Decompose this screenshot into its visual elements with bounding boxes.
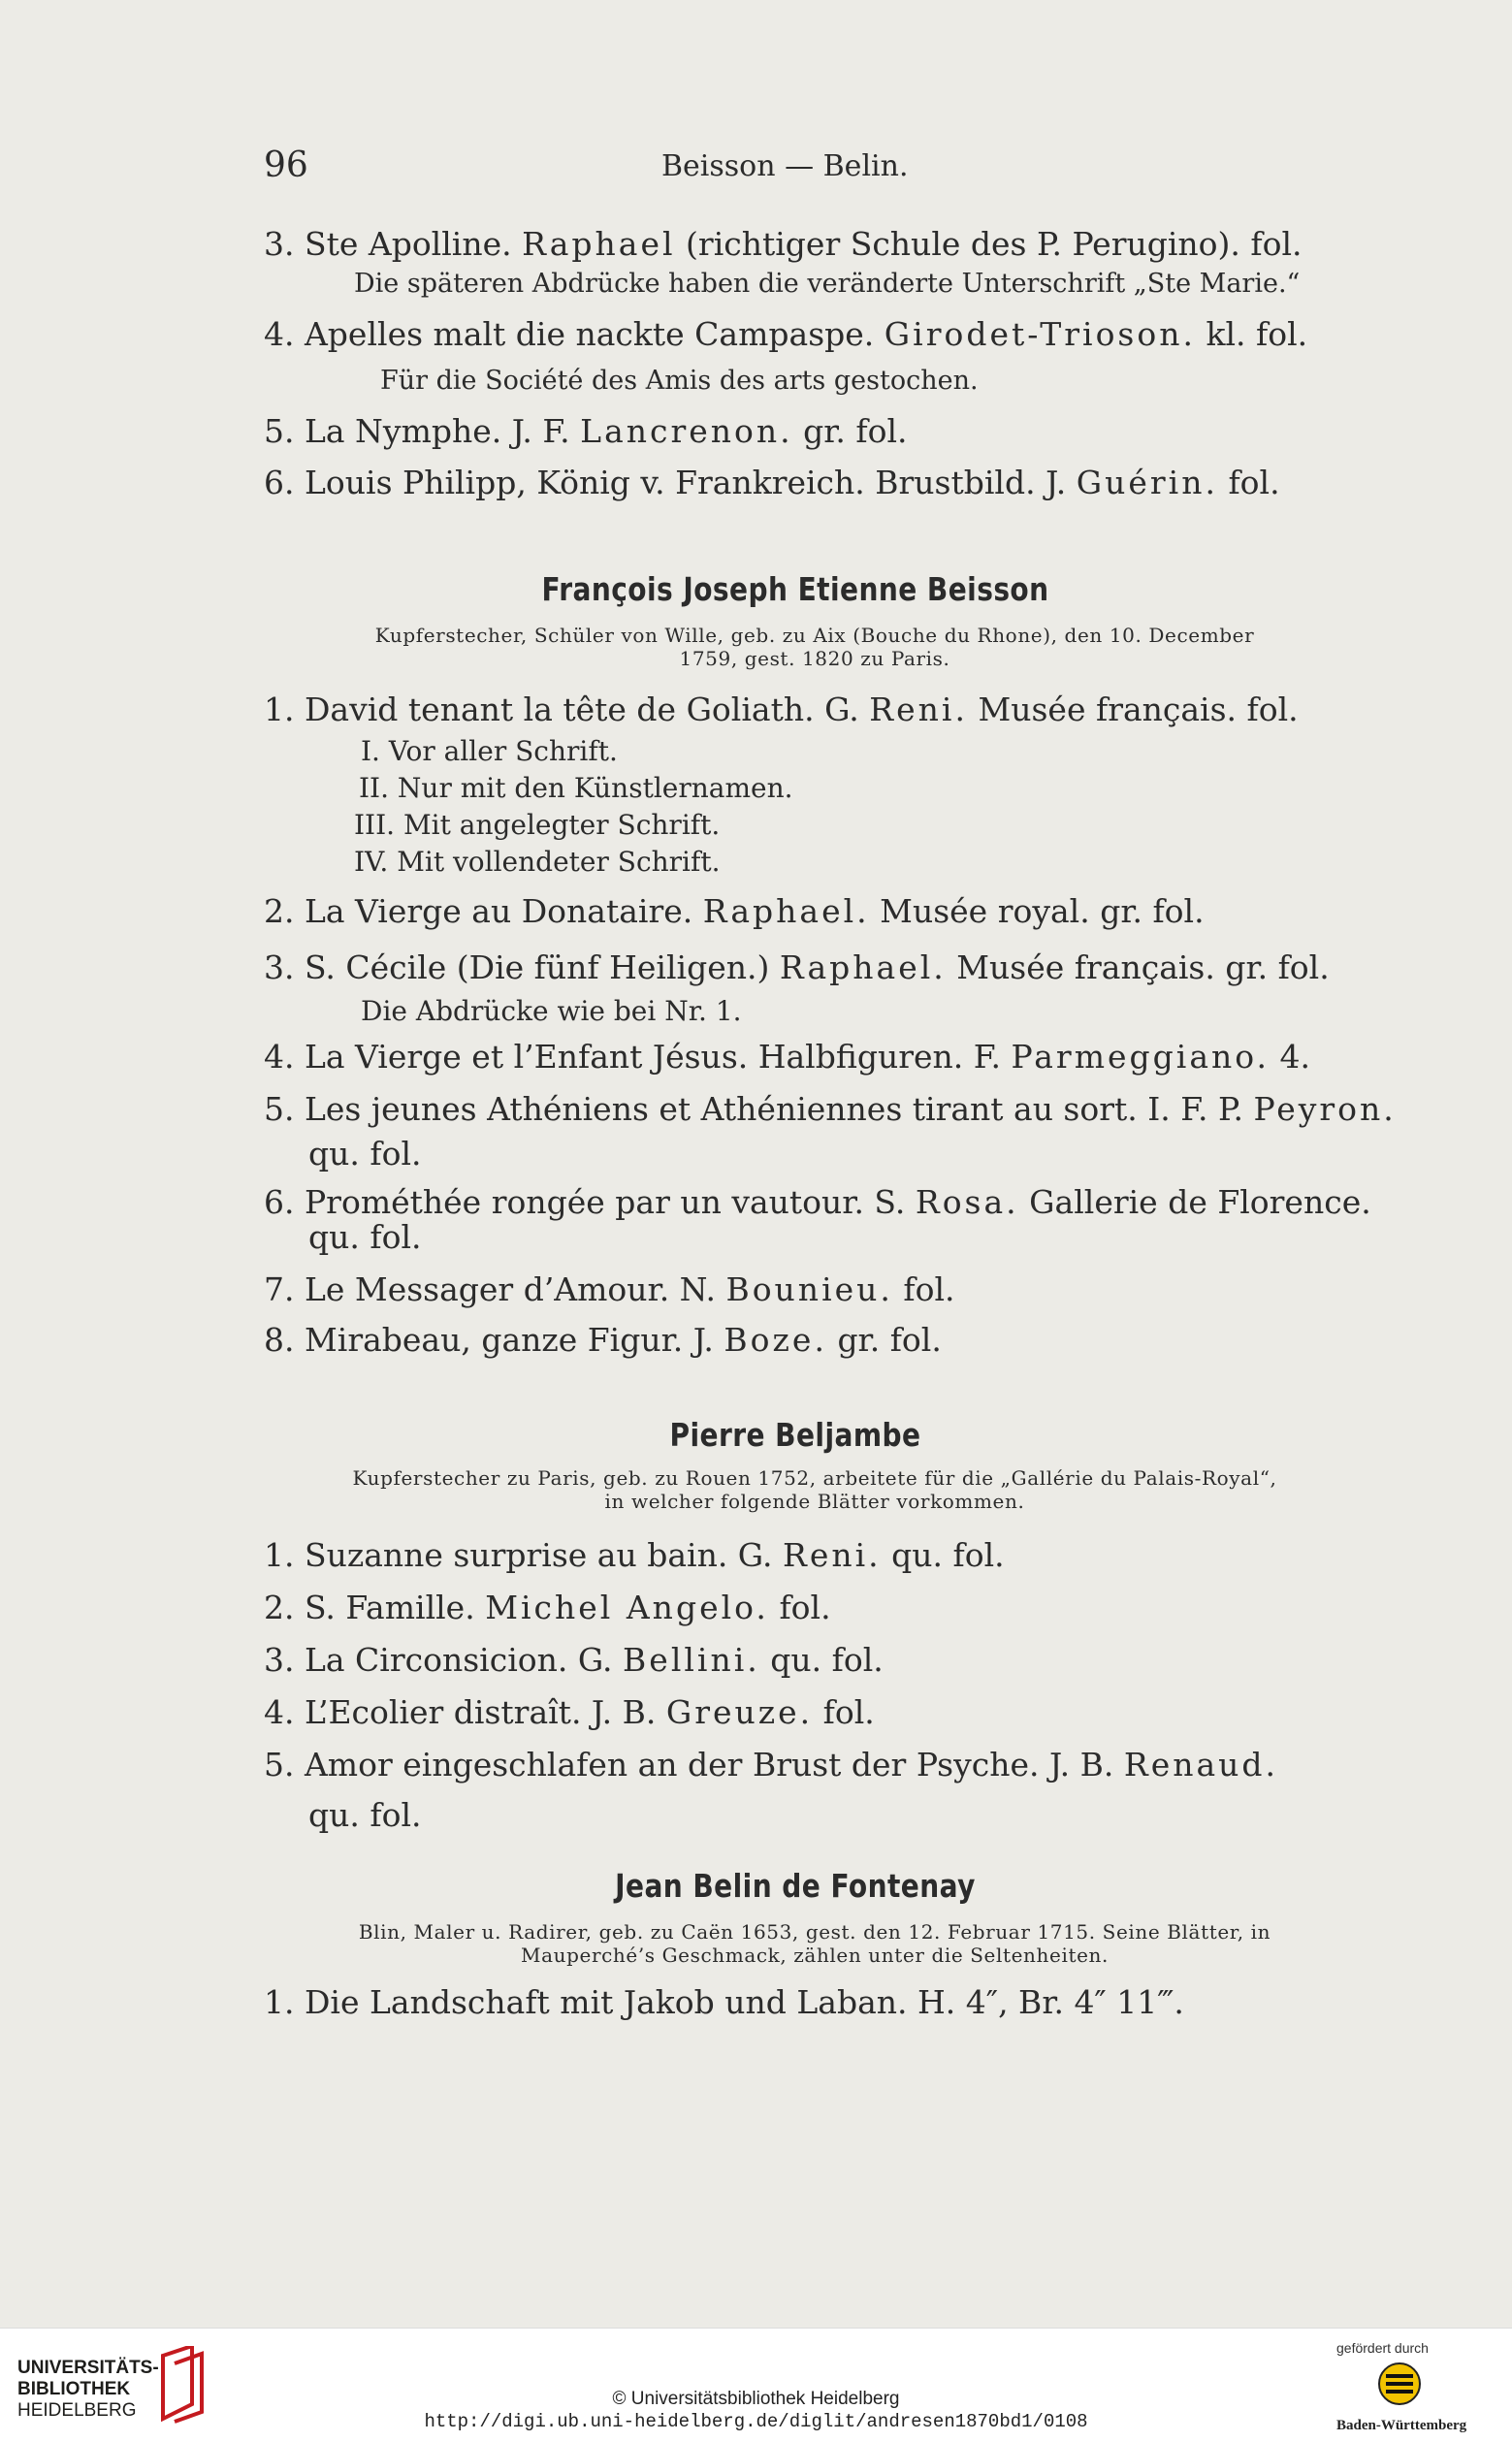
state-line: III. Mit angelegter Schrift. <box>354 809 721 841</box>
running-title: Beisson — Belin. <box>661 149 909 183</box>
entry-line: 1. David tenant la tête de Goliath. G. Reni. Musée français. fol. <box>264 691 1299 728</box>
entry-line: 5. La Nymphe. J. F. Lancrenon. gr. fol. <box>264 412 908 450</box>
entry-continuation: qu. fol. <box>308 1218 422 1256</box>
entry-line: 3. La Circonsicion. G. Bellini. qu. fol. <box>264 1641 884 1679</box>
entry-line: 2. La Vierge au Donataire. Raphael. Musée royal. gr. fol. <box>264 892 1205 930</box>
entry-note: Die Abdrücke wie bei Nr. 1. <box>361 995 742 1027</box>
entry-continuation: qu. fol. <box>308 1796 422 1834</box>
bw-label: Baden-Württemberg <box>1336 2418 1467 2433</box>
entry-line: 8. Mirabeau, ganze Figur. J. Boze. gr. fol. <box>264 1321 942 1359</box>
artist-bio: Blin, Maler u. Radirer, geb. zu Caën 1653, gest. den 12. Februar 1715. Seine Blätter, in Mauperché’s Geschmack, zählen unter die Seltenheiten. <box>358 1920 1271 1967</box>
source-url[interactable]: http://digi.ub.uni-heidelberg.de/diglit/andresen1870bd1/0108 <box>424 2411 1088 2432</box>
funded-by-label: gefördert durch <box>1336 2340 1429 2356</box>
footer-bar <box>0 2328 1512 2442</box>
artist-bio: Kupferstecher zu Paris, geb. zu Rouen 1752, arbeitete für die „Gallérie du Palais-Royal“, in welcher folgende Blätter vorkommen. <box>352 1466 1277 1513</box>
copyright-text: © Universitätsbibliothek Heidelberg <box>612 2389 900 2409</box>
entry-line: 4. Apelles malt die nackte Campaspe. Girodet-Trioson. kl. fol. <box>264 315 1308 353</box>
state-line: I. Vor aller Schrift. <box>361 735 618 767</box>
entry-line: 5. Les jeunes Athéniens et Athéniennes tirant au sort. I. F. P. Peyron. <box>264 1090 1397 1128</box>
entry-line: 3. Ste Apolline. Raphael (richtiger Schule des P. Perugino). fol. <box>264 225 1303 263</box>
entry-line: 2. S. Famille. Michel Angelo. fol. <box>264 1589 831 1626</box>
entry-continuation: qu. fol. <box>308 1135 422 1173</box>
page-number: 96 <box>264 145 308 185</box>
entry-line: 1. Die Landschaft mit Jakob und Laban. H. 4″, Br. 4″ 11‴. <box>264 1983 1184 2021</box>
artist-heading: François Joseph Etienne Beisson <box>541 570 1049 608</box>
entry-line: 4. L’Ecolier distraît. J. B. Greuze. fol. <box>264 1693 875 1731</box>
entry-line: 6. Prométhée rongée par un vautour. S. Rosa. Gallerie de Florence. <box>264 1183 1371 1221</box>
artist-bio: Kupferstecher, Schüler von Wille, geb. zu Aix (Bouche du Rhone), den 10. December 1759, gest. 1820 zu Paris. <box>374 624 1255 670</box>
entry-line: 6. Louis Philipp, König v. Frankreich. Brustbild. J. Guérin. fol. <box>264 464 1280 501</box>
bw-coat-of-arms-icon <box>1377 2360 1422 2408</box>
entry-note: Die späteren Abdrücke haben die veränderte Unterschrift „Ste Marie.“ <box>354 269 1301 299</box>
entry-note: Für die Société des Amis des arts gestochen. <box>380 366 979 396</box>
artist-heading: Jean Belin de Fontenay <box>615 1867 976 1905</box>
entry-line: 4. La Vierge et l’Enfant Jésus. Halbfiguren. F. Parmeggiano. 4. <box>264 1038 1311 1076</box>
entry-line: 5. Amor eingeschlafen an der Brust der Psyche. J. B. Renaud. <box>264 1746 1279 1783</box>
entry-line: 7. Le Messager d’Amour. N. Bounieu. fol. <box>264 1270 955 1308</box>
state-line: IV. Mit vollendeter Schrift. <box>354 846 721 878</box>
artist-heading: Pierre Beljambe <box>669 1416 921 1454</box>
entry-line: 1. Suzanne surprise au bain. G. Reni. qu. fol. <box>264 1536 1005 1574</box>
entry-line: 3. S. Cécile (Die fünf Heiligen.) Raphael. Musée français. gr. fol. <box>264 948 1330 986</box>
state-line: II. Nur mit den Künstlernamen. <box>359 772 793 804</box>
ub-logo[interactable]: UNIVERSITÄTS- BIBLIOTHEK HEIDELBERG <box>17 2358 159 2421</box>
